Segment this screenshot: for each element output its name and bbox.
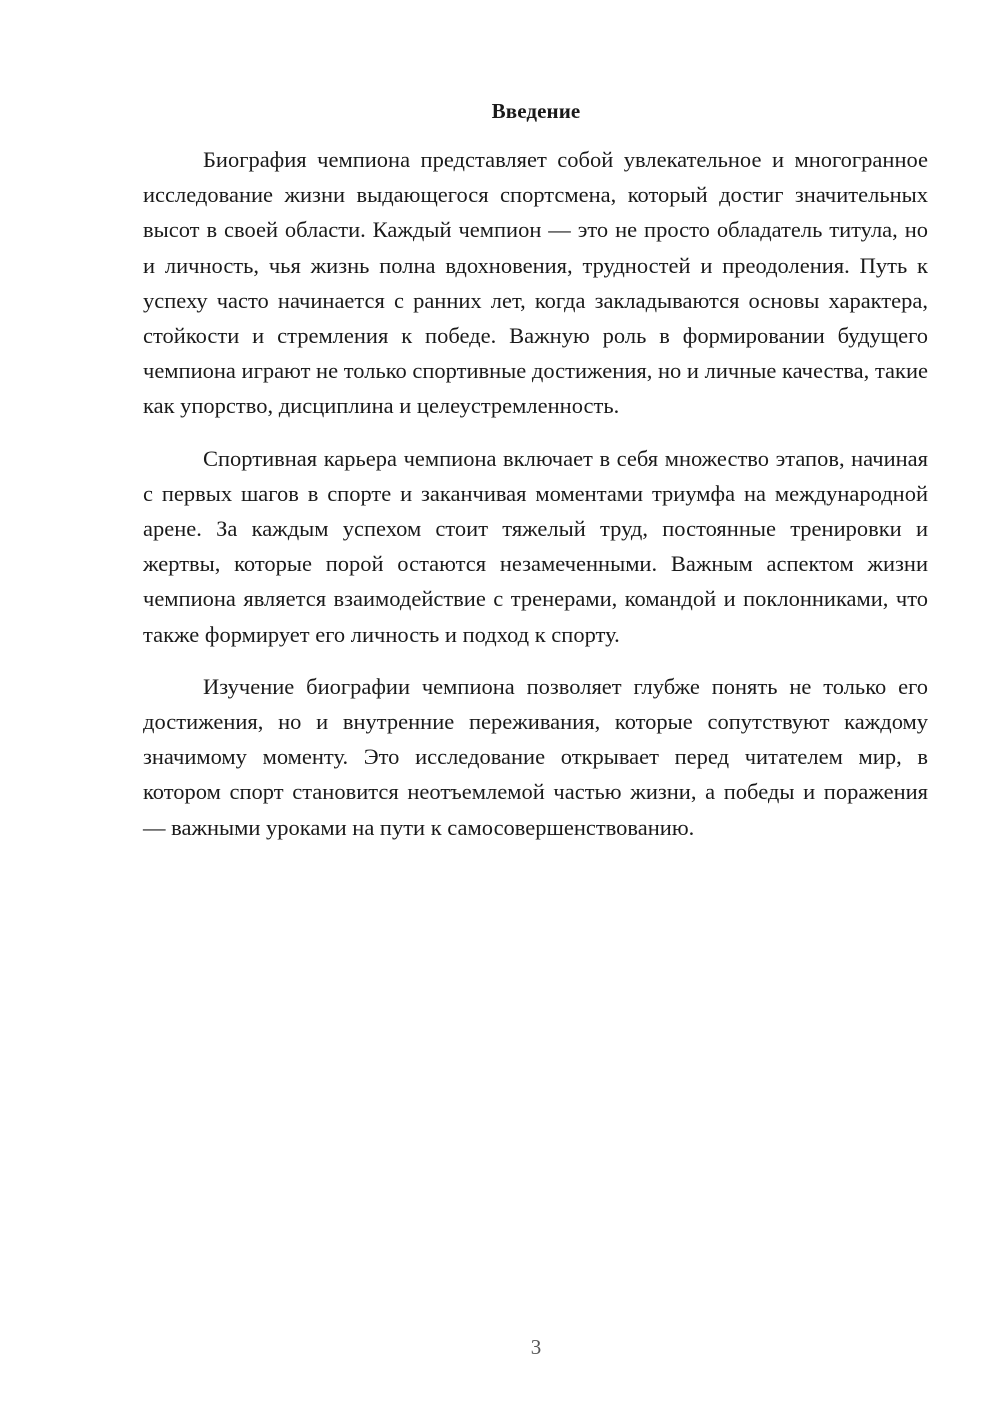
- section-heading: Введение: [491, 99, 581, 123]
- page-number: 3: [530, 1335, 542, 1359]
- paragraph-1: Биография чемпиона представляет собой увлекательное и многогранное исследование жизни выдающегося спортсмена, который достиг значительных высот в своей области. Каждый чемпион — это не просто обладатель титула, но и личность, чья жизнь полна вдохновения, трудностей и преодоления. Путь к успеху часто начинается с ранних лет, когда закладываются основы характера, стойкости и стремления к победе. Важную роль в формировании будущего чемпиона играют не только спортивные достижения, но и личные качества, такие как упорство, дисциплина и целеустремленность.: [143, 147, 928, 419]
- paragraph-2: Спортивная карьера чемпиона включает в себя множество этапов, начиная с первых шагов в спорте и заканчивая моментами триумфа на международной арене. За каждым успехом стоит тяжелый труд, постоянные тренировки и жертвы, которые порой остаются незамеченными. Важным аспектом жизни чемпиона является взаимодействие с тренерами, командой и поклонниками, что также формирует его личность и подход к спорту.: [143, 445, 928, 647]
- body-text: [143, 142, 928, 862]
- paragraph-3: Изучение биографии чемпиона позволяет глубже понять не только его достижения, но и внутренние переживания, которые сопутствуют каждому значимому моменту. Это исследование открывает перед читателем мир, в котором спорт становится неотъемлемой частью жизни, а победы и поражения — важными уроками на пути к самосовершенствованию.: [143, 673, 928, 840]
